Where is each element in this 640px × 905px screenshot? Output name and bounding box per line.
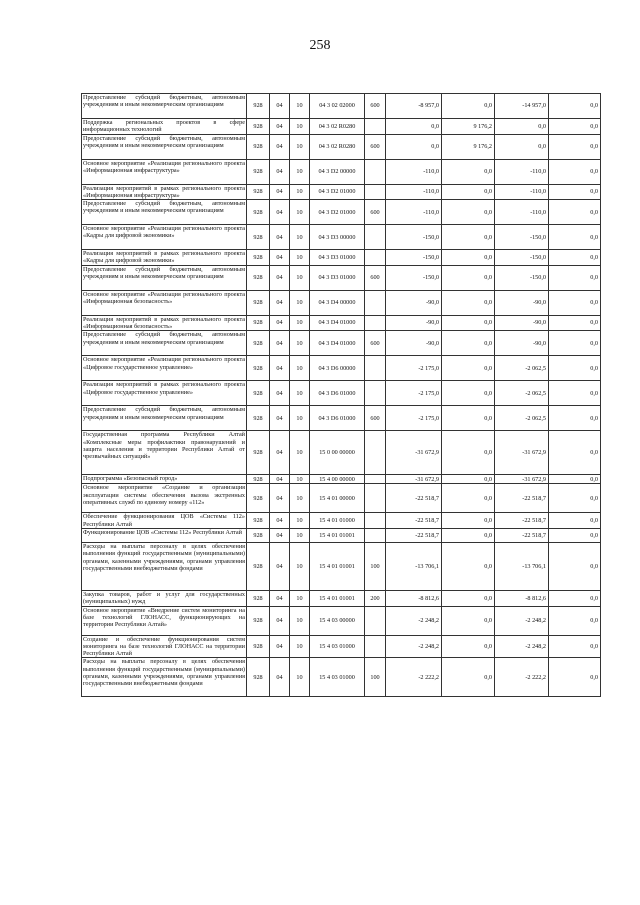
table-row <box>82 315 601 331</box>
cell-expense-type <box>365 119 386 135</box>
cell-grbs: 928 <box>247 290 270 315</box>
cell-razdel: 04 <box>270 528 290 542</box>
cell-amount-3: -2 062,5 <box>495 356 549 381</box>
cell-podrazdel: 10 <box>290 484 310 513</box>
cell-amount-1: -31 672,9 <box>386 475 442 484</box>
cell-grbs: 928 <box>247 590 270 606</box>
cell-podrazdel: 10 <box>290 290 310 315</box>
cell-amount-1: -2 175,0 <box>386 406 442 431</box>
row-name: Расходы на выплаты персоналу в целях обеспечения выполнения функций государственными (муниципальными) органами, казенными учреждениями, органами управления государственными внебюджетными фондами <box>82 542 247 590</box>
cell-amount-4: 0,0 <box>549 225 601 250</box>
cell-target-article: 04 3 02 02000 <box>310 94 365 119</box>
cell-razdel: 04 <box>270 290 290 315</box>
cell-amount-1: -8 957,0 <box>386 94 442 119</box>
cell-razdel: 04 <box>270 134 290 159</box>
cell-razdel: 04 <box>270 94 290 119</box>
cell-razdel: 04 <box>270 331 290 356</box>
cell-expense-type <box>365 381 386 406</box>
table-row <box>82 94 601 119</box>
cell-amount-2: 0,0 <box>442 513 495 529</box>
cell-grbs: 928 <box>247 542 270 590</box>
table-row <box>82 606 601 635</box>
row-name: Предоставление субсидий бюджетным, автономным учреждениям и иным некоммерческим организациям <box>82 200 247 225</box>
table-row <box>82 225 601 250</box>
cell-expense-type: 100 <box>365 658 386 697</box>
cell-amount-3: -13 706,1 <box>495 542 549 590</box>
table-row <box>82 265 601 290</box>
cell-amount-2: 0,0 <box>442 265 495 290</box>
cell-podrazdel: 10 <box>290 475 310 484</box>
cell-amount-3: -150,0 <box>495 265 549 290</box>
cell-amount-4: 0,0 <box>549 315 601 331</box>
cell-amount-4: 0,0 <box>549 184 601 200</box>
cell-amount-1: -22 518,7 <box>386 528 442 542</box>
table-row <box>82 475 601 484</box>
cell-amount-3: -90,0 <box>495 331 549 356</box>
cell-podrazdel: 10 <box>290 184 310 200</box>
cell-grbs: 928 <box>247 134 270 159</box>
cell-amount-1: 0,0 <box>386 119 442 135</box>
cell-razdel: 04 <box>270 635 290 658</box>
cell-expense-type: 600 <box>365 331 386 356</box>
cell-amount-1: -150,0 <box>386 225 442 250</box>
table-row <box>82 542 601 590</box>
cell-amount-1: -2 222,2 <box>386 658 442 697</box>
cell-podrazdel: 10 <box>290 134 310 159</box>
cell-amount-2: 0,0 <box>442 406 495 431</box>
cell-expense-type: 600 <box>365 265 386 290</box>
cell-expense-type <box>365 513 386 529</box>
cell-amount-4: 0,0 <box>549 356 601 381</box>
cell-amount-2: 0,0 <box>442 606 495 635</box>
cell-grbs: 928 <box>247 250 270 266</box>
cell-podrazdel: 10 <box>290 225 310 250</box>
cell-expense-type <box>365 356 386 381</box>
cell-amount-2: 0,0 <box>442 484 495 513</box>
table-row <box>82 134 601 159</box>
table-row <box>82 590 601 606</box>
cell-amount-3: -2 248,2 <box>495 635 549 658</box>
cell-razdel: 04 <box>270 658 290 697</box>
table-row <box>82 381 601 406</box>
cell-amount-1: -2 175,0 <box>386 381 442 406</box>
cell-grbs: 928 <box>247 528 270 542</box>
page-number: 258 <box>309 38 331 53</box>
cell-expense-type: 200 <box>365 590 386 606</box>
cell-razdel: 04 <box>270 406 290 431</box>
cell-amount-2: 0,0 <box>442 159 495 184</box>
cell-amount-4: 0,0 <box>549 134 601 159</box>
row-name: Расходы на выплаты персоналу в целях обеспечения выполнения функций государственными (муниципальными) органами, казенными учреждениями, органами управления государственными внебюджетными фондами <box>82 658 247 697</box>
cell-amount-4: 0,0 <box>549 381 601 406</box>
cell-amount-4: 0,0 <box>549 606 601 635</box>
cell-razdel: 04 <box>270 225 290 250</box>
cell-amount-1: -150,0 <box>386 250 442 266</box>
cell-amount-2: 0,0 <box>442 290 495 315</box>
cell-amount-1: -8 812,6 <box>386 590 442 606</box>
cell-podrazdel: 10 <box>290 119 310 135</box>
table-row <box>82 484 601 513</box>
row-name: Основное мероприятие «Создание и организация эксплуатации системы обеспечения вызова экстренных оперативных служб по единому номеру «112» <box>82 484 247 513</box>
table-row <box>82 635 601 658</box>
cell-razdel: 04 <box>270 590 290 606</box>
cell-amount-2: 0,0 <box>442 542 495 590</box>
cell-amount-4: 0,0 <box>549 635 601 658</box>
cell-amount-4: 0,0 <box>549 250 601 266</box>
cell-expense-type: 100 <box>365 542 386 590</box>
table-row <box>82 331 601 356</box>
cell-target-article: 04 3 02 R0280 <box>310 134 365 159</box>
cell-amount-4: 0,0 <box>549 542 601 590</box>
cell-amount-1: -90,0 <box>386 331 442 356</box>
cell-grbs: 928 <box>247 484 270 513</box>
row-name: Реализация мероприятий в рамках регионального проекта «Информационная безопасность» <box>83 315 245 331</box>
cell-target-article: 04 3 02 R0280 <box>310 119 365 135</box>
cell-razdel: 04 <box>270 315 290 331</box>
cell-amount-1: -13 706,1 <box>386 542 442 590</box>
cell-target-article: 15 4 01 01001 <box>310 528 365 542</box>
cell-razdel: 04 <box>270 250 290 266</box>
cell-podrazdel: 10 <box>290 431 310 475</box>
cell-amount-3: -22 518,7 <box>495 528 549 542</box>
cell-amount-1: -90,0 <box>386 290 442 315</box>
cell-razdel: 04 <box>270 200 290 225</box>
cell-razdel: 04 <box>270 119 290 135</box>
cell-amount-3: -110,0 <box>495 184 549 200</box>
row-name: Основное мероприятие «Реализация регионального проекта «Кадры для цифровой экономики» <box>82 225 247 250</box>
cell-podrazdel: 10 <box>290 331 310 356</box>
table-row <box>82 513 601 529</box>
cell-amount-3: -31 672,9 <box>495 475 549 484</box>
cell-grbs: 928 <box>247 431 270 475</box>
cell-amount-3: -110,0 <box>495 159 549 184</box>
cell-grbs: 928 <box>247 513 270 529</box>
cell-grbs: 928 <box>247 635 270 658</box>
cell-grbs: 928 <box>247 200 270 225</box>
cell-target-article: 15 4 01 01001 <box>310 590 365 606</box>
cell-amount-3: 0,0 <box>495 134 549 159</box>
row-name: Создание и обеспечение функционирования систем мониторинга на базе технологий ГЛОНАСС на территории Республики Алтай <box>83 635 245 658</box>
table-row <box>82 528 601 542</box>
cell-amount-2: 0,0 <box>442 94 495 119</box>
cell-target-article: 04 3 D2 01000 <box>310 184 365 200</box>
row-name: Государственная программа Республики Алтай «Комплексные меры профилактики правонарушений и защита населения и территории Республики Алтай от чрезвычайных ситуаций» <box>82 431 247 475</box>
cell-expense-type <box>365 528 386 542</box>
cell-amount-3: -14 957,0 <box>495 94 549 119</box>
cell-target-article: 04 3 D3 00000 <box>310 225 365 250</box>
cell-amount-3: -31 672,9 <box>495 431 549 475</box>
cell-grbs: 928 <box>247 331 270 356</box>
cell-amount-4: 0,0 <box>549 658 601 697</box>
cell-grbs: 928 <box>247 475 270 484</box>
cell-expense-type <box>365 315 386 331</box>
cell-amount-3: -90,0 <box>495 290 549 315</box>
cell-grbs: 928 <box>247 94 270 119</box>
table-row <box>82 290 601 315</box>
row-name: Предоставление субсидий бюджетным, автономным учреждениям и иным некоммерческим организациям <box>82 265 247 290</box>
cell-expense-type: 600 <box>365 94 386 119</box>
cell-amount-2: 0,0 <box>442 381 495 406</box>
cell-target-article: 04 3 D2 01000 <box>310 200 365 225</box>
cell-razdel: 04 <box>270 542 290 590</box>
row-name: Реализация мероприятий в рамках регионального проекта «Цифровое государственное управление» <box>82 381 247 406</box>
cell-podrazdel: 10 <box>290 658 310 697</box>
cell-target-article: 04 3 D2 00000 <box>310 159 365 184</box>
budget-table <box>81 93 601 697</box>
row-name: Закупка товаров, работ и услуг для государственных (муниципальных) нужд <box>83 590 245 606</box>
cell-podrazdel: 10 <box>290 315 310 331</box>
table-row <box>82 119 601 135</box>
cell-amount-2: 0,0 <box>442 635 495 658</box>
cell-target-article: 15 0 00 00000 <box>310 431 365 475</box>
cell-amount-4: 0,0 <box>549 528 601 542</box>
table-row <box>82 658 601 697</box>
cell-amount-4: 0,0 <box>549 475 601 484</box>
cell-amount-3: -22 518,7 <box>495 513 549 529</box>
cell-amount-1: -22 518,7 <box>386 513 442 529</box>
cell-amount-2: 9 176,2 <box>442 134 495 159</box>
cell-expense-type: 600 <box>365 134 386 159</box>
cell-podrazdel: 10 <box>290 94 310 119</box>
cell-amount-2: 0,0 <box>442 315 495 331</box>
cell-grbs: 928 <box>247 606 270 635</box>
table-row <box>82 356 601 381</box>
cell-amount-3: -8 812,6 <box>495 590 549 606</box>
cell-expense-type <box>365 184 386 200</box>
row-name: Основное мероприятие «Внедрение систем мониторинга на базе технологий ГЛОНАСС, функционирующих на территории Республики Алтай» <box>82 606 247 635</box>
cell-amount-4: 0,0 <box>549 119 601 135</box>
cell-grbs: 928 <box>247 406 270 431</box>
cell-grbs: 928 <box>247 265 270 290</box>
cell-grbs: 928 <box>247 119 270 135</box>
cell-amount-3: -22 518,7 <box>495 484 549 513</box>
cell-amount-1: 0,0 <box>386 134 442 159</box>
row-name: Основное мероприятие «Реализация регионального проекта «Цифровое государственное управление» <box>82 356 247 381</box>
cell-podrazdel: 10 <box>290 406 310 431</box>
row-name: Основное мероприятие «Реализация регионального проекта «Информационная безопасность» <box>82 290 247 315</box>
cell-expense-type: 600 <box>365 406 386 431</box>
cell-amount-4: 0,0 <box>549 290 601 315</box>
cell-amount-1: -110,0 <box>386 159 442 184</box>
cell-amount-3: -2 222,2 <box>495 658 549 697</box>
table-row <box>82 431 601 475</box>
cell-target-article: 04 3 D6 01000 <box>310 406 365 431</box>
cell-amount-4: 0,0 <box>549 590 601 606</box>
cell-amount-4: 0,0 <box>549 484 601 513</box>
cell-podrazdel: 10 <box>290 159 310 184</box>
cell-podrazdel: 10 <box>290 635 310 658</box>
cell-amount-4: 0,0 <box>549 200 601 225</box>
cell-amount-2: 0,0 <box>442 475 495 484</box>
cell-amount-2: 0,0 <box>442 331 495 356</box>
cell-expense-type <box>365 159 386 184</box>
cell-grbs: 928 <box>247 356 270 381</box>
cell-amount-3: -2 062,5 <box>495 406 549 431</box>
cell-amount-1: -90,0 <box>386 315 442 331</box>
cell-amount-2: 0,0 <box>442 184 495 200</box>
cell-razdel: 04 <box>270 265 290 290</box>
cell-amount-2: 9 176,2 <box>442 119 495 135</box>
cell-expense-type <box>365 250 386 266</box>
cell-razdel: 04 <box>270 513 290 529</box>
cell-amount-2: 0,0 <box>442 200 495 225</box>
cell-target-article: 04 3 D6 01000 <box>310 381 365 406</box>
cell-podrazdel: 10 <box>290 250 310 266</box>
cell-expense-type <box>365 225 386 250</box>
cell-target-article: 15 4 03 00000 <box>310 606 365 635</box>
cell-target-article: 04 3 D4 00000 <box>310 290 365 315</box>
cell-amount-2: 0,0 <box>442 658 495 697</box>
cell-amount-2: 0,0 <box>442 250 495 266</box>
cell-amount-3: -150,0 <box>495 225 549 250</box>
cell-target-article: 04 3 D4 01000 <box>310 331 365 356</box>
table-row <box>82 250 601 266</box>
cell-amount-2: 0,0 <box>442 528 495 542</box>
cell-amount-1: -110,0 <box>386 184 442 200</box>
cell-amount-3: -2 062,5 <box>495 381 549 406</box>
cell-amount-3: -110,0 <box>495 200 549 225</box>
cell-grbs: 928 <box>247 658 270 697</box>
cell-amount-4: 0,0 <box>549 431 601 475</box>
cell-podrazdel: 10 <box>290 606 310 635</box>
cell-podrazdel: 10 <box>290 542 310 590</box>
cell-podrazdel: 10 <box>290 590 310 606</box>
table-row <box>82 184 601 200</box>
cell-amount-2: 0,0 <box>442 431 495 475</box>
row-name: Реализация мероприятий в рамках регионального проекта «Кадры для цифровой экономики» <box>83 250 245 265</box>
cell-razdel: 04 <box>270 184 290 200</box>
row-name: Предоставление субсидий бюджетным, автономным учреждениям и иным некоммерческим организациям <box>82 134 247 159</box>
cell-grbs: 928 <box>247 315 270 331</box>
cell-amount-4: 0,0 <box>549 265 601 290</box>
cell-amount-1: -31 672,9 <box>386 431 442 475</box>
cell-expense-type <box>365 606 386 635</box>
cell-amount-1: -2 248,2 <box>386 635 442 658</box>
table-row <box>82 159 601 184</box>
cell-amount-4: 0,0 <box>549 513 601 529</box>
cell-target-article: 15 4 03 01000 <box>310 635 365 658</box>
cell-expense-type: 600 <box>365 200 386 225</box>
cell-podrazdel: 10 <box>290 265 310 290</box>
cell-grbs: 928 <box>247 381 270 406</box>
cell-razdel: 04 <box>270 356 290 381</box>
row-name: Предоставление субсидий бюджетным, автономным учреждениям и иным некоммерческим организациям <box>82 94 247 119</box>
cell-target-article: 15 4 03 01000 <box>310 658 365 697</box>
cell-podrazdel: 10 <box>290 356 310 381</box>
cell-target-article: 15 4 01 01001 <box>310 542 365 590</box>
cell-amount-4: 0,0 <box>549 94 601 119</box>
cell-podrazdel: 10 <box>290 381 310 406</box>
table-row <box>82 200 601 225</box>
cell-razdel: 04 <box>270 475 290 484</box>
cell-amount-3: -2 248,2 <box>495 606 549 635</box>
cell-target-article: 04 3 D3 01000 <box>310 250 365 266</box>
cell-target-article: 15 4 01 01000 <box>310 513 365 529</box>
cell-razdel: 04 <box>270 381 290 406</box>
cell-amount-3: -90,0 <box>495 315 549 331</box>
cell-grbs: 928 <box>247 225 270 250</box>
cell-target-article: 15 4 00 00000 <box>310 475 365 484</box>
cell-podrazdel: 10 <box>290 528 310 542</box>
cell-grbs: 928 <box>247 159 270 184</box>
cell-expense-type <box>365 635 386 658</box>
cell-podrazdel: 10 <box>290 200 310 225</box>
cell-amount-4: 0,0 <box>549 331 601 356</box>
cell-amount-1: -2 248,2 <box>386 606 442 635</box>
cell-amount-1: -2 175,0 <box>386 356 442 381</box>
cell-expense-type <box>365 431 386 475</box>
row-name: Основное мероприятие «Реализация регионального проекта «Информационная инфраструктура» <box>82 159 247 184</box>
row-name: Предоставление субсидий бюджетным, автономным учреждениям и иным некоммерческим организациям <box>82 406 247 431</box>
cell-target-article: 15 4 01 00000 <box>310 484 365 513</box>
cell-podrazdel: 10 <box>290 513 310 529</box>
cell-amount-4: 0,0 <box>549 406 601 431</box>
cell-razdel: 04 <box>270 484 290 513</box>
row-name: Поддержка региональных проектов в сфере информационных технологий <box>83 119 245 134</box>
cell-expense-type <box>365 475 386 484</box>
cell-amount-2: 0,0 <box>442 356 495 381</box>
cell-expense-type <box>365 484 386 513</box>
cell-razdel: 04 <box>270 431 290 475</box>
cell-amount-2: 0,0 <box>442 590 495 606</box>
cell-target-article: 04 3 D6 00000 <box>310 356 365 381</box>
cell-amount-1: -150,0 <box>386 265 442 290</box>
row-name: Функционирование ЦОВ «Системы 112» Республики Алтай <box>82 528 247 542</box>
cell-grbs: 928 <box>247 184 270 200</box>
row-name: Подпрограмма «Безопасный город» <box>82 475 247 484</box>
cell-target-article: 04 3 D3 01000 <box>310 265 365 290</box>
cell-razdel: 04 <box>270 606 290 635</box>
row-name: Обеспечение функционирования ЦОВ «Системы 112» Республики Алтай <box>83 513 245 528</box>
cell-razdel: 04 <box>270 159 290 184</box>
cell-target-article: 04 3 D4 01000 <box>310 315 365 331</box>
cell-amount-3: 0,0 <box>495 119 549 135</box>
cell-amount-4: 0,0 <box>549 159 601 184</box>
cell-amount-3: -150,0 <box>495 250 549 266</box>
cell-amount-2: 0,0 <box>442 225 495 250</box>
row-name: Реализация мероприятий в рамках регионального проекта «Информационная инфраструктура» <box>83 184 245 199</box>
cell-amount-1: -110,0 <box>386 200 442 225</box>
table-row <box>82 406 601 431</box>
row-name: Предоставление субсидий бюджетным, автономным учреждениям и иным некоммерческим организациям <box>82 331 247 356</box>
cell-expense-type <box>365 290 386 315</box>
cell-amount-1: -22 518,7 <box>386 484 442 513</box>
